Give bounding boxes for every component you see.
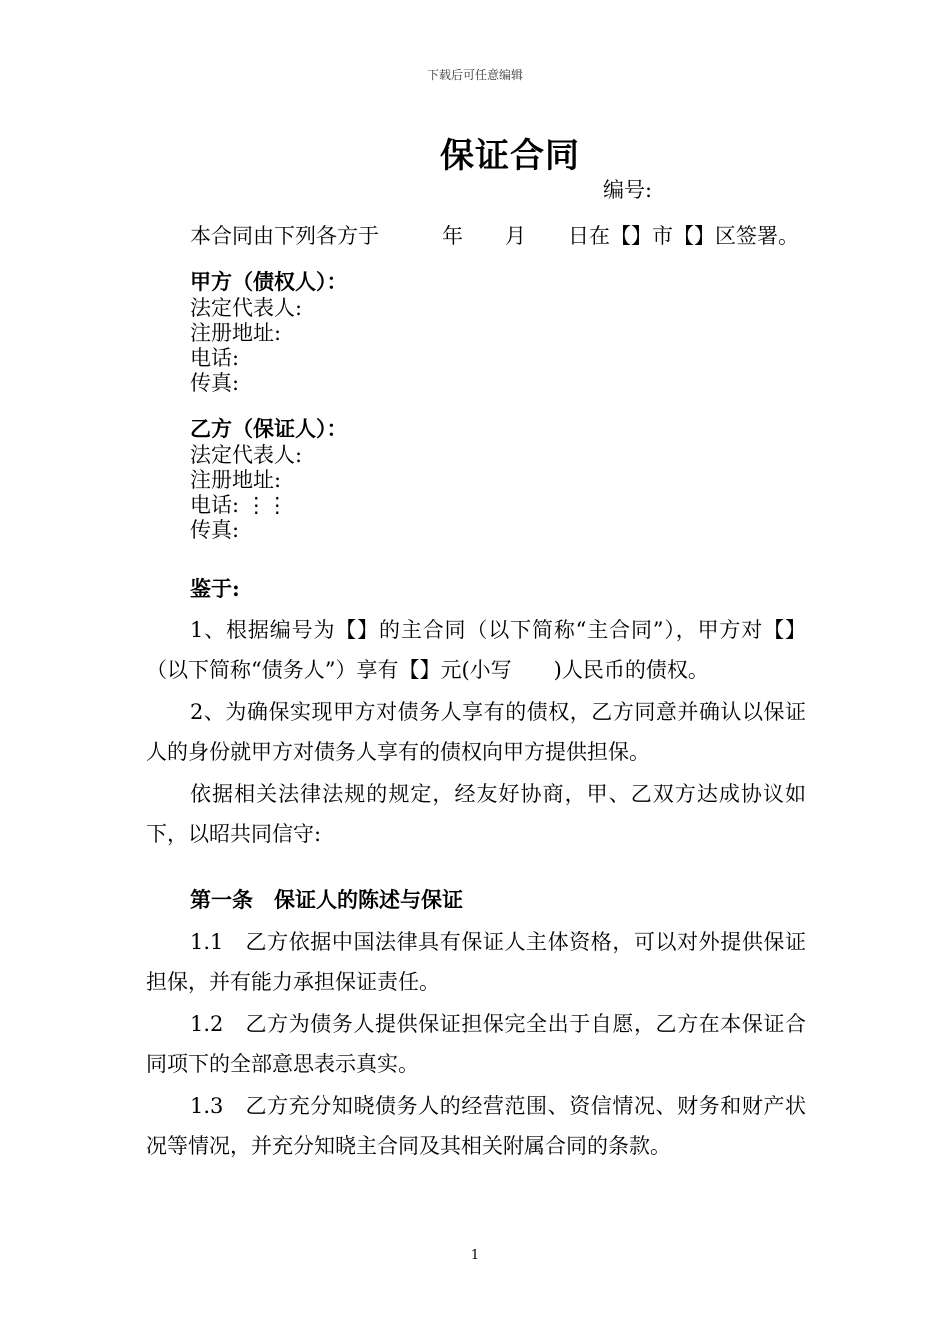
party-b-fax: 传真: (190, 518, 240, 542)
whereas-paragraph-2: 2、为确保实现甲方对债务人享有的债权，乙方同意并确认以保证人的身份就甲方对债务人享有的债权向甲方提供担保。 (146, 700, 806, 764)
page-number: 1 (470, 1248, 480, 1263)
party-b-phone: 电话: ⋮⋮ (190, 493, 288, 517)
party-b-address: 注册地址: (190, 468, 282, 492)
party-b-heading: 乙方（保证人）： (190, 416, 348, 441)
contract-number-label: 编号: (603, 178, 653, 202)
clause-1-1: 1.1 乙方依据中国法律具有保证人主体资格，可以对外提供保证担保，并有能力承担保证责任。 (146, 930, 806, 994)
party-b-legal-rep: 法定代表人: (190, 443, 303, 467)
page-title: 保证合同 (440, 136, 580, 176)
party-a-address: 注册地址: (190, 321, 282, 345)
party-a-phone: 电话: (190, 346, 240, 370)
party-a-heading: 甲方（债权人）： (190, 269, 348, 294)
party-a-legal-rep: 法定代表人: (190, 296, 303, 320)
whereas-paragraph-1: 1、根据编号为【】的主合同（以下简称“主合同”），甲方对【】（以下简称“债务人”）享有【】元(小写 )人民币的债权。 (146, 618, 806, 682)
intro-line: 本合同由下列各方于 年 月 日在【】市【】区签署。 (190, 224, 799, 248)
clause-1-3: 1.3 乙方充分知晓债务人的经营范围、资信情况、财务和财产状况等情况，并充分知晓主合同及其相关附属合同的条款。 (146, 1094, 806, 1158)
whereas-heading: 鉴于: (190, 576, 240, 601)
party-a-fax: 传真: (190, 371, 240, 395)
clause-1-2: 1.2 乙方为债务人提供保证担保完全出于自愿，乙方在本保证合同项下的全部意思表示真实。 (146, 1012, 806, 1076)
header-note: 下载后可任意编辑 (426, 68, 523, 82)
article-1-heading: 第一条 保证人的陈述与保证 (190, 887, 463, 912)
whereas-paragraph-3: 依据相关法律法规的规定，经友好协商，甲、乙双方达成协议如下，以昭共同信守: (146, 782, 806, 846)
